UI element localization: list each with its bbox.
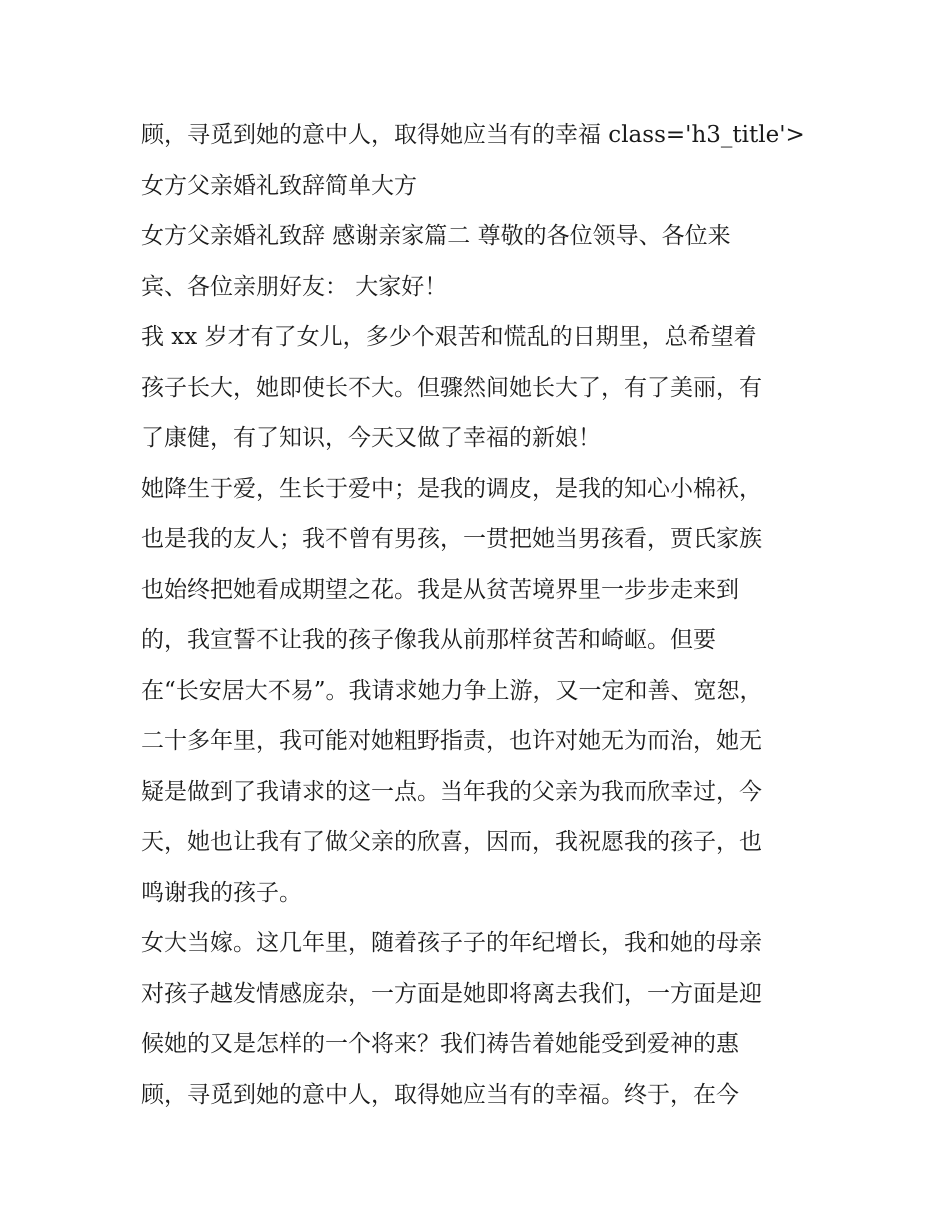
section-heading: 女方父亲婚礼致辞简单大方 bbox=[141, 172, 417, 199]
text-line: 候她的又是怎样的一个将来？我们祷告着她能受到爱神的惠 bbox=[141, 1031, 739, 1057]
text-line: 二十多年里，我可能对她粗野指责，也许对她无为而治，她无 bbox=[141, 728, 762, 754]
text-line: 顾，寻觅到她的意中人，取得她应当有的幸福。终于，在今 bbox=[141, 1081, 739, 1108]
text-line: 女大当嫁。这几年里，随着孩子子的年纪增长，我和她的母亲 bbox=[141, 930, 762, 956]
text-line: 天，她也让我有了做父亲的欣喜，因而，我祝愿我的孩子，也 bbox=[141, 829, 762, 855]
text-line: 了康健，有了知识，今天又做了幸福的新娘！ bbox=[141, 425, 601, 451]
text-line: 女方父亲婚礼致辞 感谢亲家篇二 尊敬的各位领导、各位来 bbox=[141, 223, 731, 249]
text-line: 对孩子越发情感庞杂，一方面是她即将离去我们，一方面是迎 bbox=[141, 980, 762, 1007]
text-line: 她降生于爱，生长于爱中；是我的调皮，是我的知心小棉袄， bbox=[141, 475, 762, 502]
text-line: 在“长安居大不易”。我请求她力争上游，又一定和善、宽恕， bbox=[141, 677, 763, 704]
text-line: 宾、各位亲朋好友： 大家好！ bbox=[141, 273, 448, 300]
text-line: 顾，寻觅到她的意中人，取得她应当有的幸福 class='h3_title'> bbox=[141, 122, 805, 148]
text-line: 孩子长大，她即使长不大。但骤然间她长大了，有了美丽，有 bbox=[141, 374, 762, 401]
text-line: 鸣谢我的孩子。 bbox=[141, 879, 302, 906]
text-line: 疑是做到了我请求的这一点。当年我的父亲为我而欣幸过，今 bbox=[141, 778, 762, 805]
document-body bbox=[141, 110, 813, 1120]
text-line: 也始终把她看成期望之花。我是从贫苦境界里一步步走来到 bbox=[141, 576, 739, 603]
text-line: 的，我宣誓不让我的孩子像我从前那样贫苦和崎岖。但要 bbox=[141, 627, 716, 653]
text-line: 我 xx 岁才有了女儿，多少个艰苦和慌乱的日期里，总希望着 bbox=[141, 324, 757, 350]
text-line: 也是我的友人；我不曾有男孩，一贯把她当男孩看，贾氏家族 bbox=[141, 526, 762, 552]
